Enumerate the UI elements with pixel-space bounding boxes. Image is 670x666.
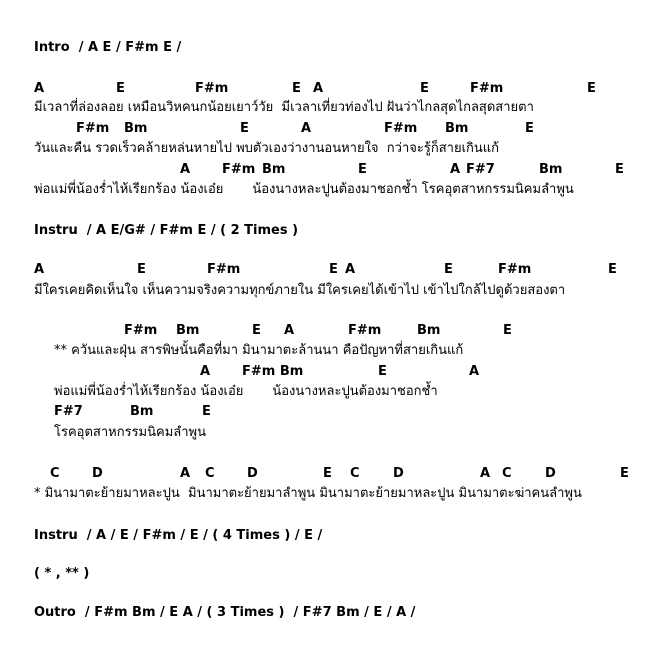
lyric-line: มีเวลาที่ล่องลอย เหมือนวิหคนกน้อยเยาว์วัย มีเวลาเที่ยวท่องไป ฝันว่าไกลสุดไกลสุดสายตา (34, 100, 534, 115)
chord: A (450, 162, 461, 177)
chord: F#m (470, 81, 504, 96)
lyric-line: วันและคืน รวดเร็วคล้ายหล่นหายไป พบตัวเองว่างานอนหายใจ กว่าจะรู้ก็สายเกินแก้ (34, 141, 500, 156)
chord: A (200, 364, 211, 379)
chord: A (34, 81, 45, 96)
instru-line: Instru / A E/G# / F#m E / ( 2 Times ) (34, 223, 299, 238)
chord: Bm (417, 323, 441, 338)
chord: A (34, 262, 45, 277)
chord: E (202, 404, 211, 419)
chord: A (284, 323, 295, 338)
chord: D (247, 466, 258, 481)
chord: Bm (445, 121, 469, 136)
outro-line: Outro / F#m Bm / E A / ( 3 Times ) / F#7 Bm / E / A / (34, 605, 416, 620)
chord: F#7 (466, 162, 495, 177)
chord: F#m (76, 121, 110, 136)
chord: E (503, 323, 512, 338)
chord: E (240, 121, 249, 136)
chord: C (50, 466, 60, 481)
lyric-line: พ่อแม่พี่น้องร่ำไห้เรียกร้อง น้องเอ๋ย น้องนางหละปูนต้องมาชอกช้ำ โรคอุตสาหกรรมนิคมลำพูน (34, 182, 574, 197)
chord: E (378, 364, 387, 379)
chord: Bm (539, 162, 563, 177)
chord: A (345, 262, 356, 277)
chord: Bm (262, 162, 286, 177)
lyric-line: พ่อแม่พี่น้องร่ำไห้เรียกร้อง น้องเอ๋ย น้องนางหละปูนต้องมาชอกช้ำ (54, 384, 438, 399)
chord: E (292, 81, 301, 96)
chord: C (350, 466, 360, 481)
lyric-line: ** ควันและฝุ่น สารพิษนั้นคือที่มา มินามาตะล้านนา คือปัญหาที่สายเกินแก้ (54, 343, 464, 358)
chord: E (620, 466, 629, 481)
lyric-line: โรคอุตสาหกรรมนิคมลำพูน (54, 425, 206, 440)
chord: F#m (222, 162, 256, 177)
chord: E (116, 81, 125, 96)
lyric-line: มีใครเคยคิดเห็นใจ เห็นความจริงความทุกข์ภายใน มีใครเคยได้เข้าไป เข้าไปใกล้ไปดูด้วยสองตา (34, 283, 566, 298)
chord: E (323, 466, 332, 481)
lyric-line: * มินามาตะย้ายมาหละปูน มินามาตะย้ายมาลำพูน มินามาตะย้ายมาหละปูน มินามาตะฆ่าคนลำพูน (34, 486, 582, 501)
chord: Bm (130, 404, 154, 419)
chord: E (420, 81, 429, 96)
chord: A (480, 466, 491, 481)
chord: E (329, 262, 338, 277)
chord: E (444, 262, 453, 277)
chord: A (313, 81, 324, 96)
chord: E (525, 121, 534, 136)
chord: E (615, 162, 624, 177)
chord: E (358, 162, 367, 177)
chord: F#m (195, 81, 229, 96)
chord: F#m (498, 262, 532, 277)
chord: D (92, 466, 103, 481)
chord: A (180, 162, 191, 177)
chord: A (180, 466, 191, 481)
chord: C (502, 466, 512, 481)
chord: F#m (348, 323, 382, 338)
chord: D (393, 466, 404, 481)
repeat-line: ( * , ** ) (34, 566, 90, 581)
chord: F#m (124, 323, 158, 338)
chord: A (469, 364, 480, 379)
chord: E (587, 81, 596, 96)
chord: F#m (207, 262, 241, 277)
chord: A (301, 121, 312, 136)
chord: F#7 (54, 404, 83, 419)
chord: F#m (384, 121, 418, 136)
chord: Bm (124, 121, 148, 136)
chord: D (545, 466, 556, 481)
chord: F#m Bm (242, 364, 304, 379)
chord: C (205, 466, 215, 481)
chord: E (252, 323, 261, 338)
chord: E (608, 262, 617, 277)
chord: Bm (176, 323, 200, 338)
intro-line: Intro / A E / F#m E / (34, 40, 182, 55)
chord: E (137, 262, 146, 277)
instru-line: Instru / A / E / F#m / E / ( 4 Times ) / E / (34, 528, 323, 543)
